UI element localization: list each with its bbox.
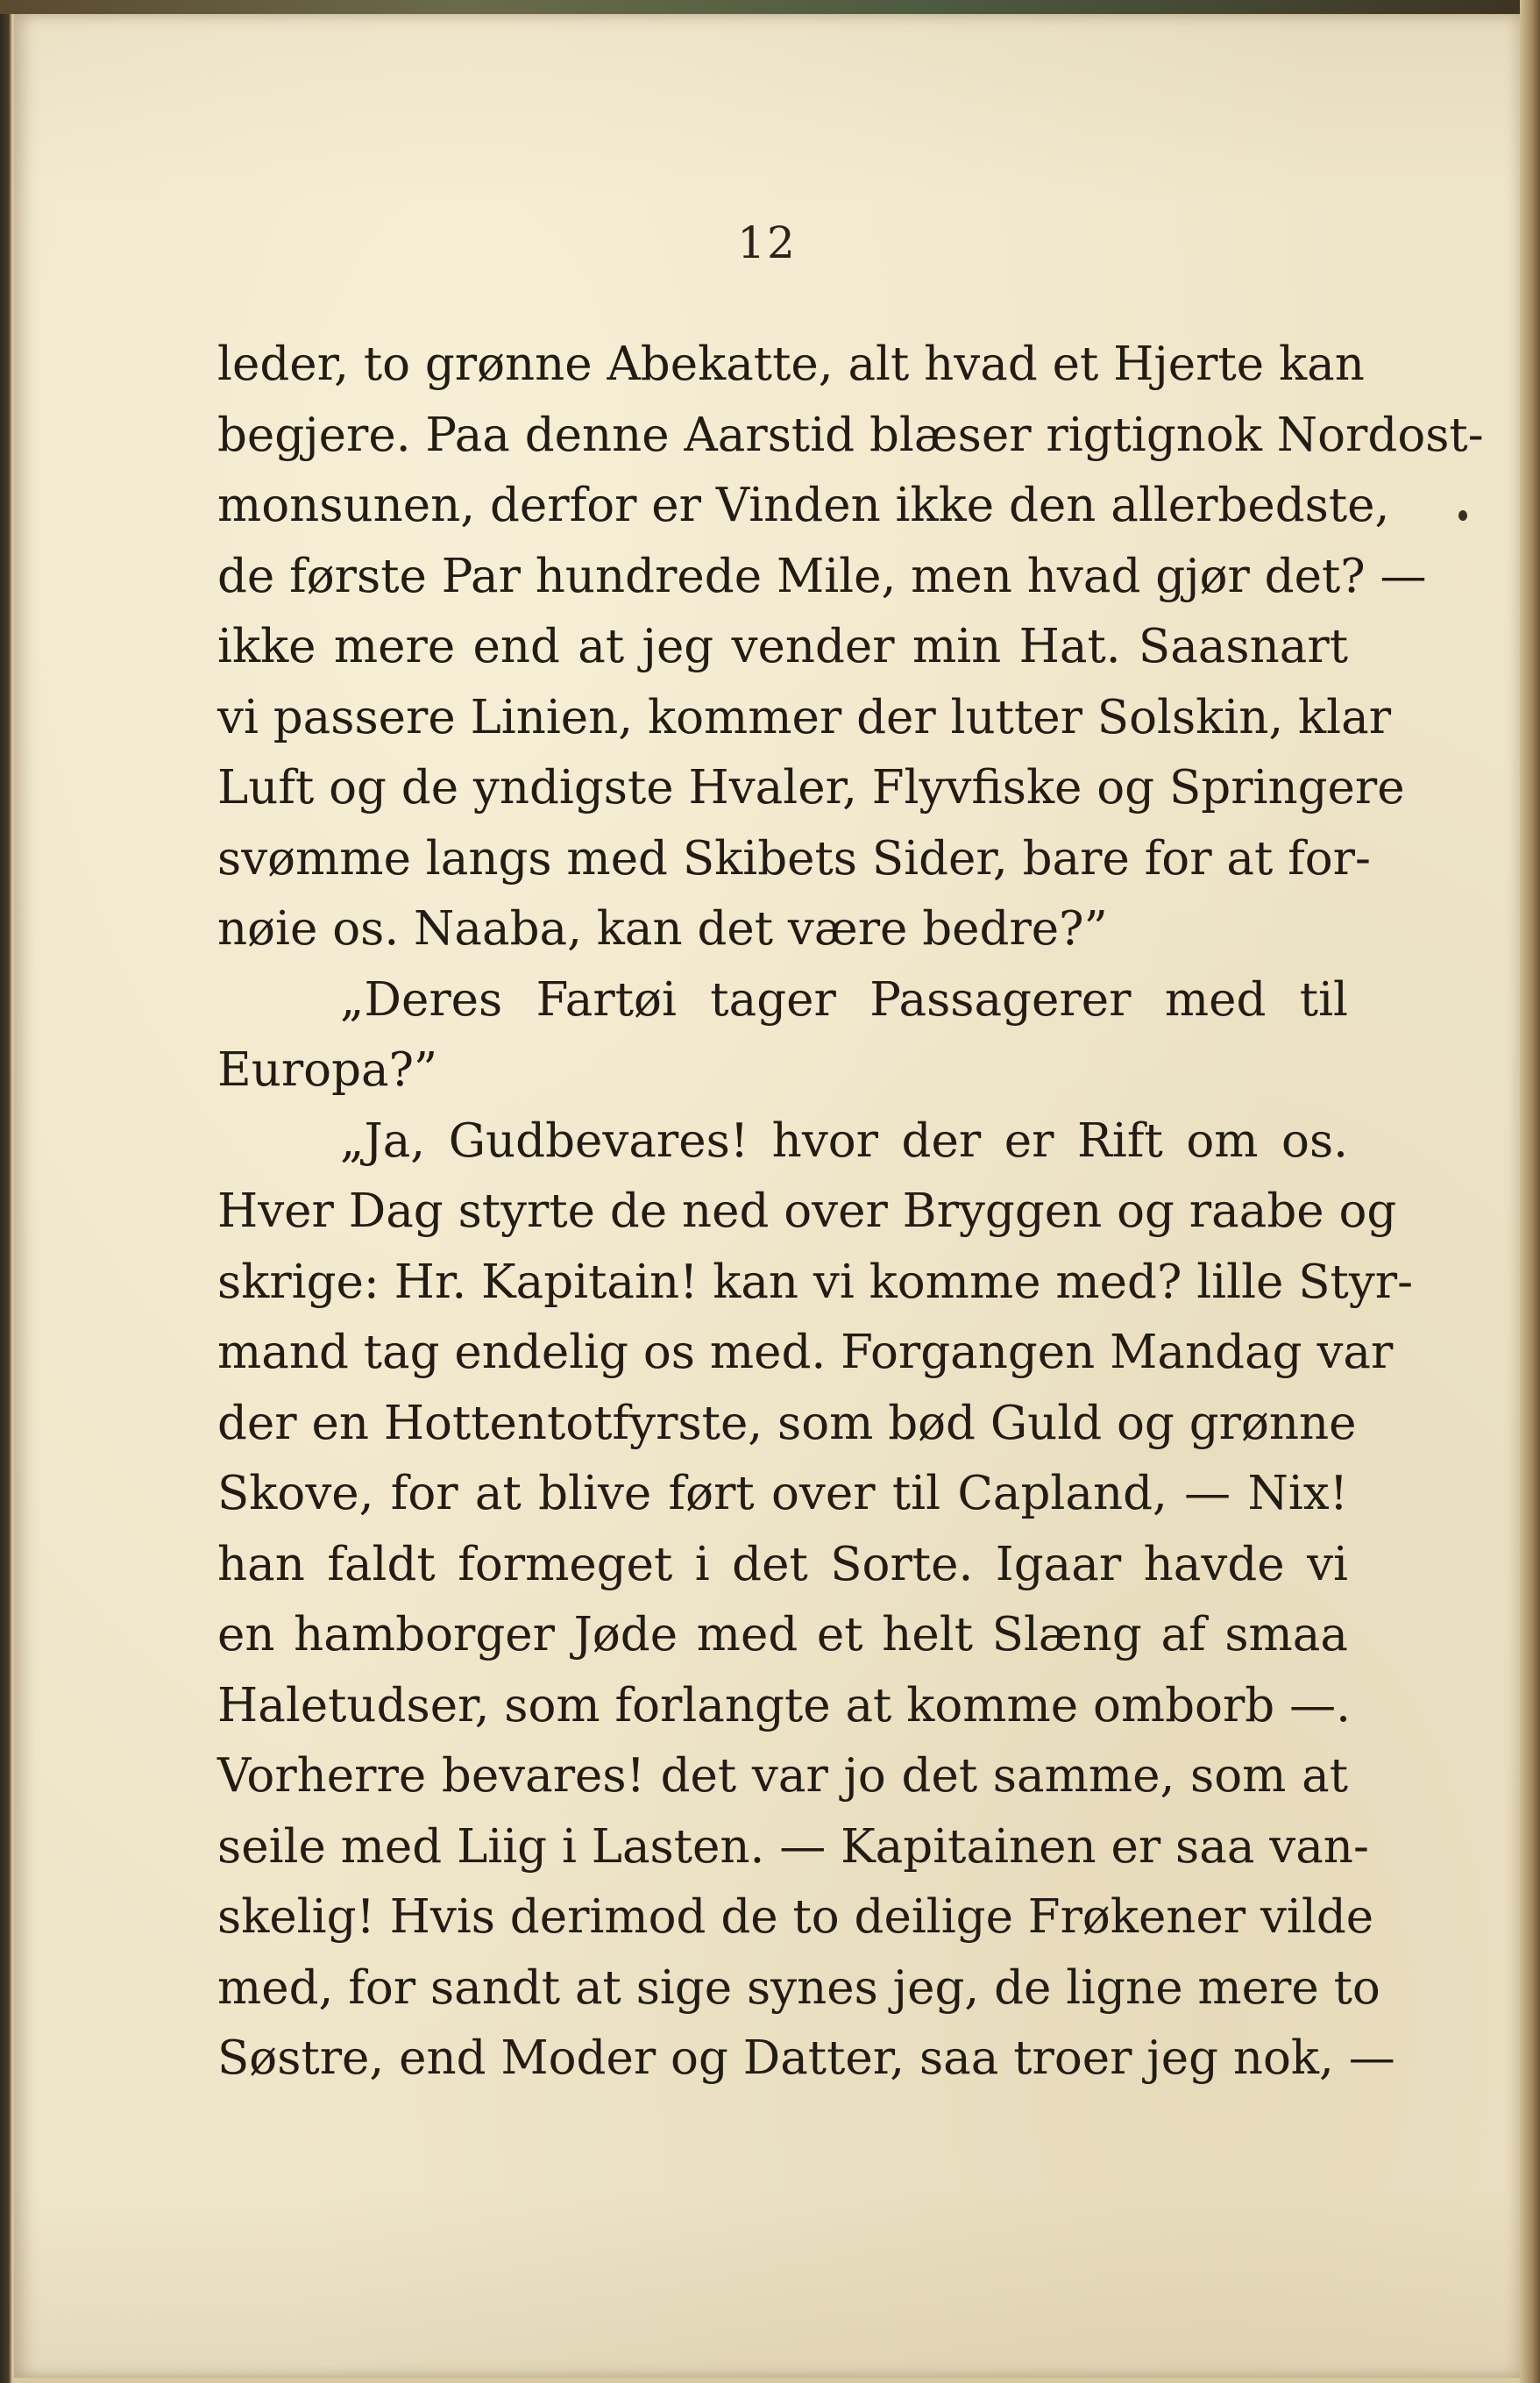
text-line: mand tag endelig os med. Forgangen Mandag var (217, 1326, 1394, 1379)
text-line: leder, to grønne Abekatte, alt hvad et Hjerte kan (217, 338, 1365, 391)
text-line: monsunen, derfor er Vinden ikke den allerbedste, (217, 479, 1390, 532)
text-line: begjere. Paa denne Aarstid blæser rigtignok Nordost- (217, 408, 1484, 462)
text-line: nøie os. Naaba, kan det være bedre?” (217, 902, 1108, 956)
text-line: med, for sandt at sige synes jeg, de ligne mere to (217, 1960, 1380, 2015)
text-line: Vorherre bevares! det var jo det samme, som at (217, 1749, 1348, 1803)
text-line: Haletudser, som forlangte at komme omborb —. (217, 1678, 1351, 1732)
text-line: vi passere Linien, kommer der lutter Solskin, klar (217, 690, 1392, 744)
text-line: skelig! Hvis derimod de to deilige Frøkener vilde (217, 1890, 1374, 1944)
text-line: svømme langs med Skibets Sider, bare for at for- (217, 831, 1371, 886)
text-line: „Ja, Gudbevares! hvor der er Rift om os. (340, 1113, 1348, 1168)
page-number: 12 (737, 217, 797, 268)
text-line: skrige: Hr. Kapitain! kan vi komme med? lille Styr- (217, 1255, 1414, 1309)
paper-page (14, 14, 1520, 2378)
book-top-edge (0, 0, 1540, 14)
text-line: seile med Liig i Lasten. — Kapitainen er saa van- (217, 1819, 1369, 1874)
text-line: Luft og de yndigste Hvaler, Flyvfiske og Springere (217, 761, 1405, 814)
text-line: Søstre, end Moder og Datter, saa troer jeg nok, — (217, 2031, 1395, 2085)
text-line: Skove, for at blive ført over til Capland, — Nix! (217, 1467, 1348, 1520)
body-text (217, 330, 1484, 2095)
text-line: Hver Dag styrte de ned over Bryggen og raabe og (217, 1184, 1397, 1238)
text-line: de første Par hundrede Mile, men hvad gjør det? — (217, 549, 1427, 603)
text-line: han faldt formeget i det Sorte. Igaar havde vi (217, 1537, 1348, 1591)
text-line: der en Hottentotfyrste, som bød Guld og grønne (217, 1396, 1357, 1450)
text-line: Europa?” (217, 1043, 438, 1097)
text-line: en hamborger Jøde med et helt Slæng af smaa (217, 1608, 1348, 1661)
book-right-edge (1520, 0, 1540, 2383)
ink-speck (1458, 510, 1467, 521)
text-line: ikke mere end at jeg vender min Hat. Saasnart (217, 620, 1348, 673)
text-line: „Deres Fartøi tager Passagerer med til (340, 972, 1348, 1027)
